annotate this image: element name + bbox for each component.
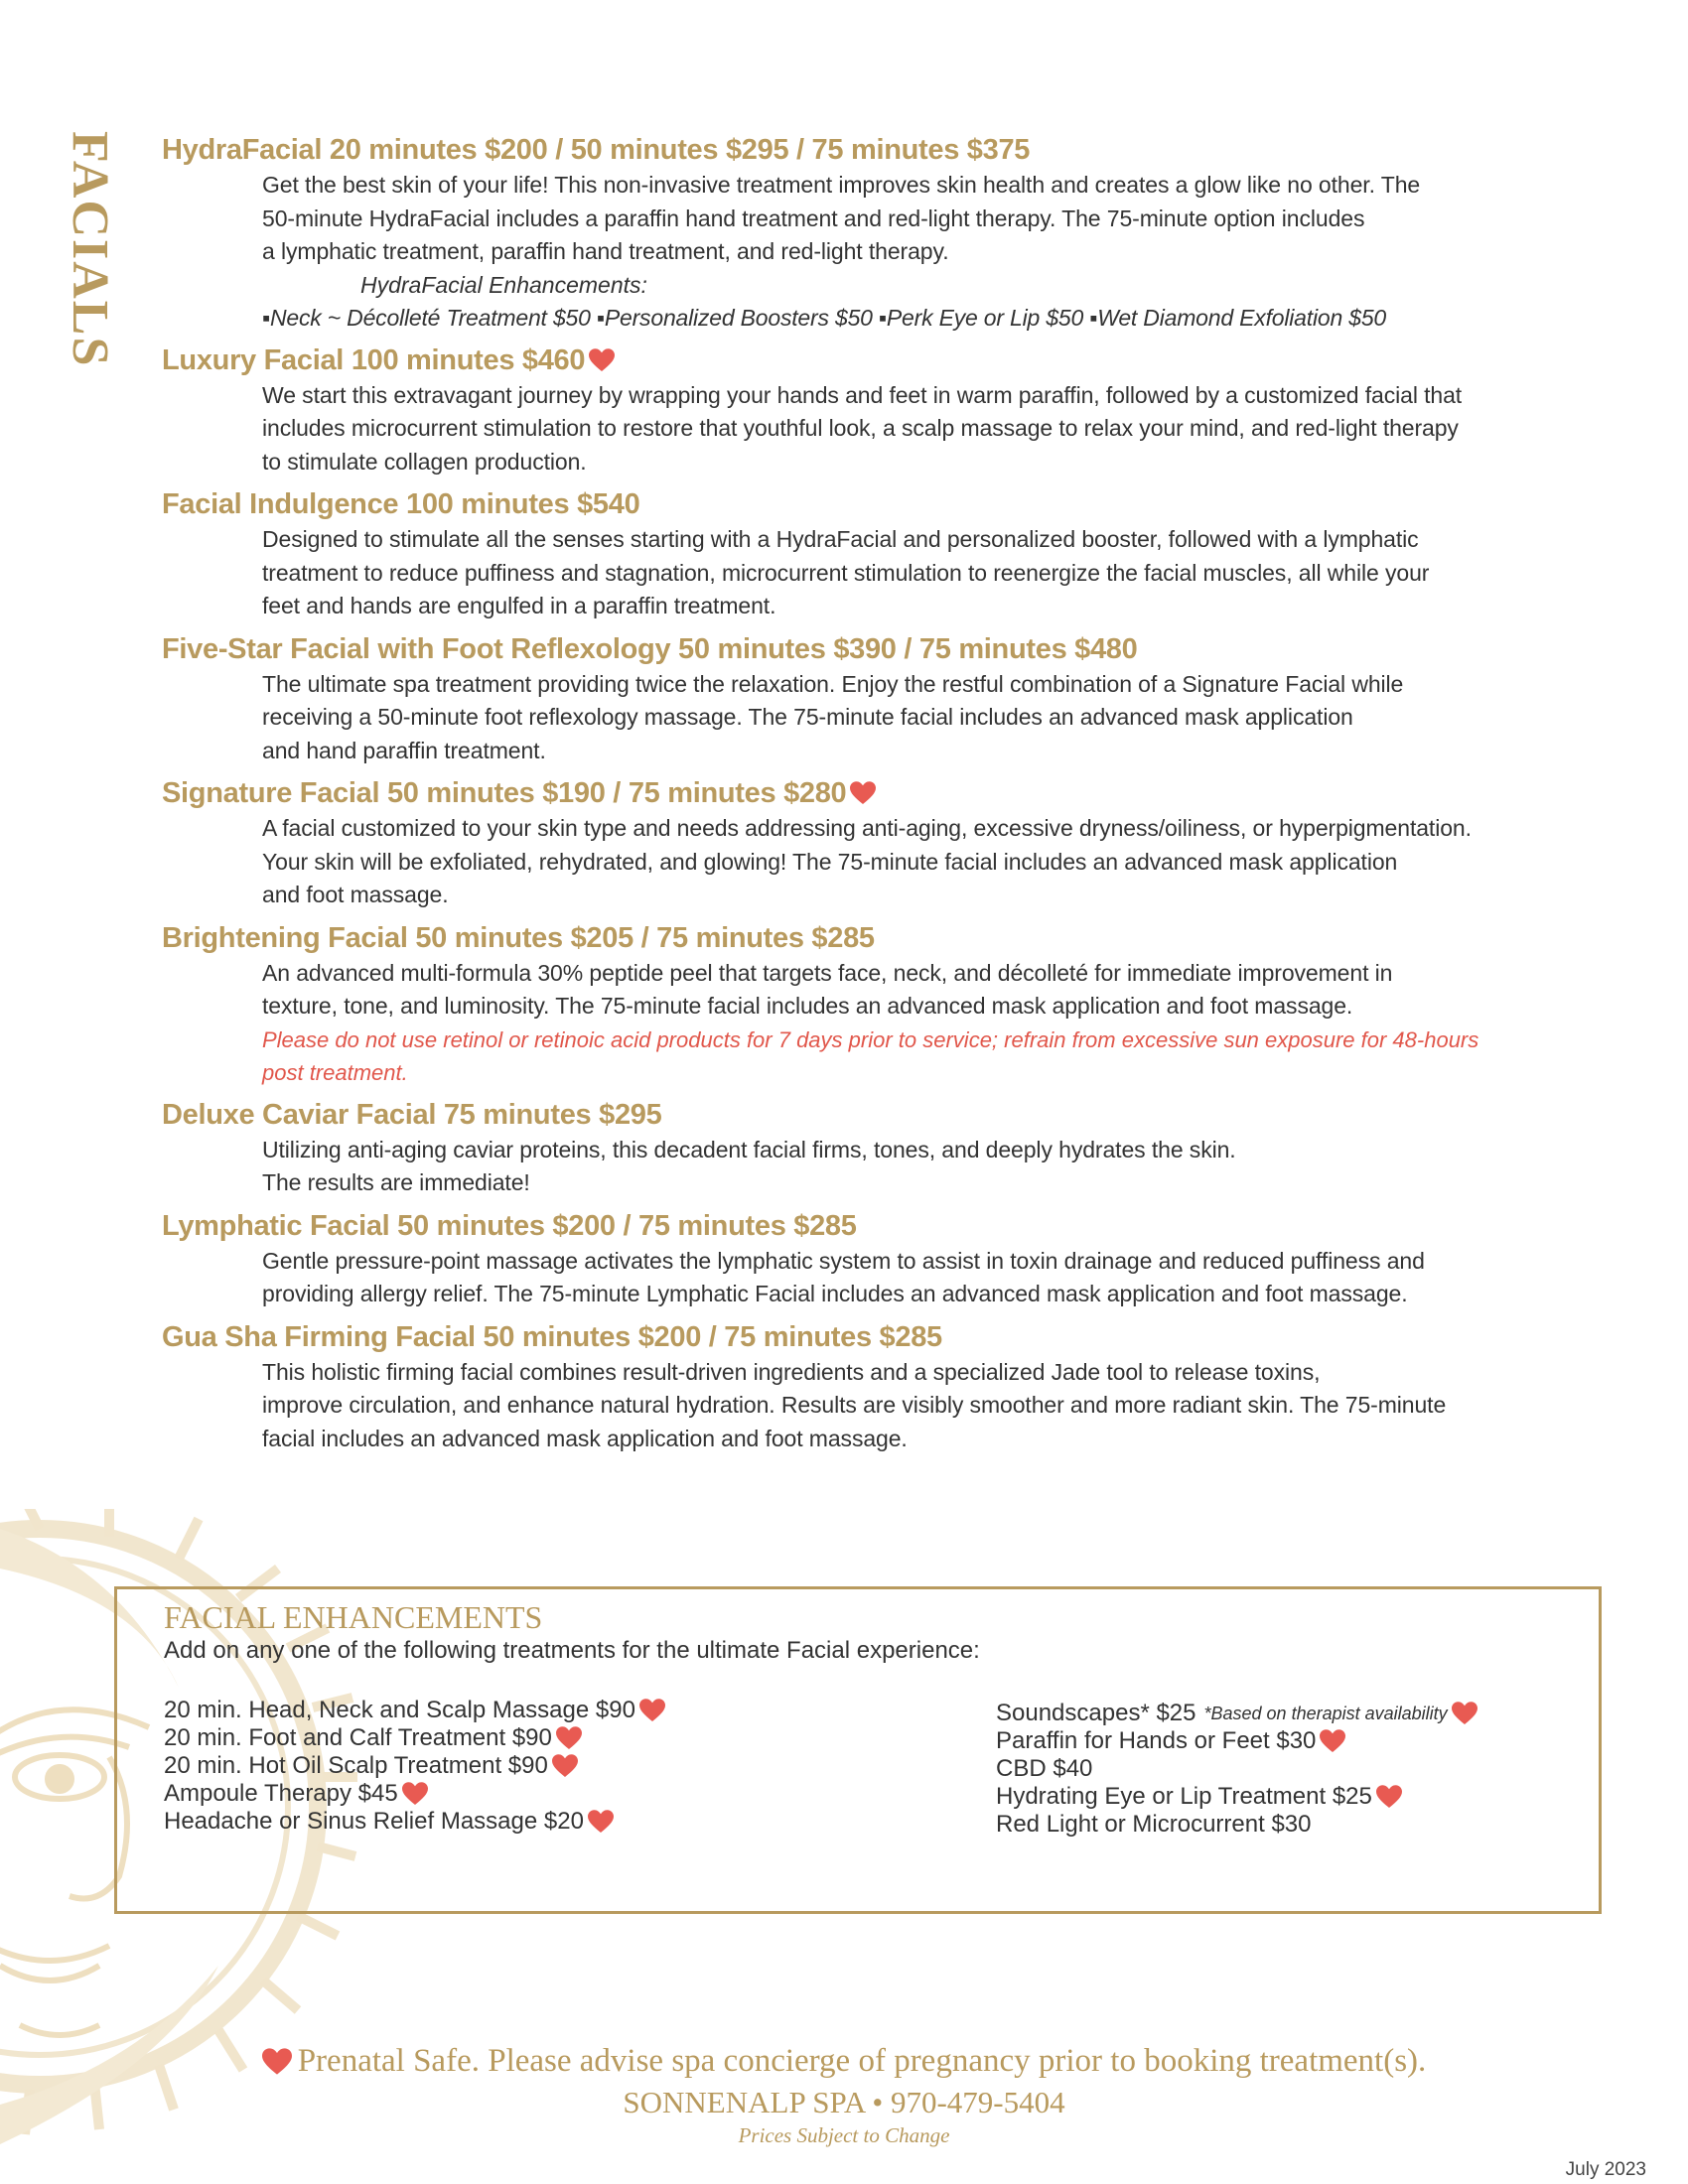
service-title: HydraFacial 20 minutes $200 / 50 minutes $295 / 75 minutes $375: [162, 134, 1031, 166]
heart-icon: [552, 1754, 578, 1778]
service-description: Gentle pressure-point massage activates the lymphatic system to assist in toxin drainage and reduced puffiness and providing allergy relief. The 75-minute Lymphatic Facial includes an advanced mask application and foot massage.: [262, 1247, 1425, 1306]
list-item: Headache or Sinus Relief Massage $20: [164, 1808, 665, 1836]
service-description: The ultimate spa treatment providing twice the relaxation. Enjoy the restful combination of a Signature Facial while receiving a 50-minute foot reflexology massage. The 75-minute facial includes an advanced mask application and hand paraffin treatment.: [262, 670, 1404, 763]
list-item: Hydrating Eye or Lip Treatment $25: [996, 1783, 1477, 1811]
list-item: Paraffin for Hands or Feet $30: [996, 1727, 1477, 1755]
service-description: This holistic firming facial combines result-driven ingredients and a specialized Jade tool to release toxins, improve circulation, and enhance natural hydration. Results are visibly smoother and more radiant skin. The 75-minute facial includes an advanced mask application and foot massage.: [262, 1358, 1447, 1451]
heart-icon: [850, 781, 876, 805]
heart-icon: [589, 348, 615, 372]
service-title: Five-Star Facial with Foot Reflexology 50 minutes $390 / 75 minutes $480: [162, 632, 1138, 665]
list-item: 20 min. Foot and Calf Treatment $90: [164, 1724, 665, 1752]
list-item: Red Light or Microcurrent $30: [996, 1811, 1312, 1838]
service-description: A facial customized to your skin type and needs addressing anti-aging, excessive dryness/oiliness, or hyperpigmentation. Your skin will be exfoliated, rehydrated, and glowing! The 75-minute facial includes an advanced mask application and foot massage.: [262, 815, 1472, 907]
service-brightening-facial: [162, 919, 1641, 1089]
section-title: FACIALS: [62, 131, 118, 368]
heart-icon: [1452, 1702, 1477, 1725]
service-description: Get the best skin of your life! This non-invasive treatment improves skin health and creates a glow like no other. The 50-minute HydraFacial includes a paraffin hand treatment and red-light therapy. The 75-minute option includes a lymphatic treatment, paraffin hand treatment, and red-light therapy.: [262, 172, 1421, 264]
service-facial-indulgence: [162, 485, 1641, 623]
hydrafacial-enhancements-heading: HydraFacial Enhancements:: [360, 271, 647, 298]
service-title: Gua Sha Firming Facial 50 minutes $200 / 75 minutes $285: [162, 1320, 942, 1353]
enhancements-left-column: [164, 1697, 665, 1836]
heart-icon: [556, 1726, 582, 1750]
heart-icon: [262, 2048, 292, 2076]
heart-icon: [588, 1810, 614, 1834]
service-deluxe-caviar-facial: [162, 1096, 1641, 1200]
enhancements-right-column: [996, 1700, 1477, 1839]
service-five-star-facial: [162, 630, 1641, 768]
heart-icon: [1376, 1785, 1402, 1809]
service-lymphatic-facial: [162, 1207, 1641, 1311]
prices-note: Prices Subject to Change: [738, 2123, 950, 2147]
list-item: 20 min. Head, Neck and Scalp Massage $90: [164, 1697, 665, 1724]
services-list: [162, 131, 1641, 1462]
page-date: July 2023: [1565, 2159, 1646, 2180]
list-item: 20 min. Hot Oil Scalp Treatment $90: [164, 1752, 665, 1780]
list-item: CBD $40: [996, 1755, 1093, 1782]
service-description: We start this extravagant journey by wrapping your hands and feet in warm paraffin, followed by a customized facial that includes microcurrent stimulation to restore that youthful look, a scalp massage to relax your mind, and red-light therapy to stimulate collagen production.: [262, 381, 1463, 475]
heart-icon: [402, 1782, 428, 1806]
prenatal-notice: Prenatal Safe. Please advise spa concierge of pregnancy prior to booking treatment(s).: [0, 2043, 1688, 2080]
service-title: Facial Indulgence 100 minutes $540: [162, 488, 640, 520]
enhancements-title: FACIAL ENHANCEMENTS: [164, 1599, 543, 1635]
heart-icon: [1320, 1729, 1345, 1753]
service-description: Utilizing anti-aging caviar proteins, this decadent facial firms, tones, and deeply hydrates the skin. The results are immediate!: [262, 1136, 1236, 1195]
service-title: Lymphatic Facial 50 minutes $200 / 75 minutes $285: [162, 1209, 857, 1242]
service-title: Deluxe Caviar Facial 75 minutes $295: [162, 1098, 662, 1131]
service-title: Signature Facial 50 minutes $190 / 75 minutes $280: [162, 774, 1641, 812]
facial-enhancements-box: [114, 1586, 1602, 1914]
service-title: Brightening Facial 50 minutes $205 / 75 minutes $285: [162, 921, 875, 954]
service-hydrafacial: [162, 131, 1641, 335]
service-warning: Please do not use retinol or retinoic acid products for 7 days prior to service; refrain from excessive sun exposure for 48-hours post treatment.: [262, 1026, 1479, 1085]
availability-note: *Based on therapist availability: [1203, 1704, 1448, 1723]
heart-icon: [639, 1699, 665, 1722]
spa-contact: SONNENALP SPA • 970-479-5404: [623, 2085, 1065, 2119]
service-luxury-facial: [162, 341, 1641, 479]
enhancements-intro: Add on any one of the following treatments for the ultimate Facial experience:: [164, 1637, 980, 1664]
service-gua-sha-facial: [162, 1318, 1641, 1456]
hydrafacial-enhancements-list: ▪Neck ~ Décolleté Treatment $50 ▪Personalized Boosters $50 ▪Perk Eye or Lip $50 ▪Wet Diamond Exfoliation $50: [262, 304, 1387, 331]
list-item: Soundscapes* $25 *Based on therapist availability: [996, 1700, 1477, 1727]
service-description: An advanced multi-formula 30% peptide peel that targets face, neck, and décolleté for immediate improvement in texture, tone, and luminosity. The 75-minute facial includes an advanced mask application and foot massage.: [262, 959, 1393, 1019]
service-description: Designed to stimulate all the senses starting with a HydraFacial and personalized booster, followed with a lymphatic treatment to reduce puffiness and stagnation, microcurrent stimulation to reenergize the facial muscles, all while your feet and hands are engulfed in a paraffin treatment.: [262, 526, 1430, 618]
service-signature-facial: [162, 774, 1641, 912]
list-item: Ampoule Therapy $45: [164, 1780, 665, 1808]
service-title: Luxury Facial 100 minutes $460: [162, 341, 1641, 379]
